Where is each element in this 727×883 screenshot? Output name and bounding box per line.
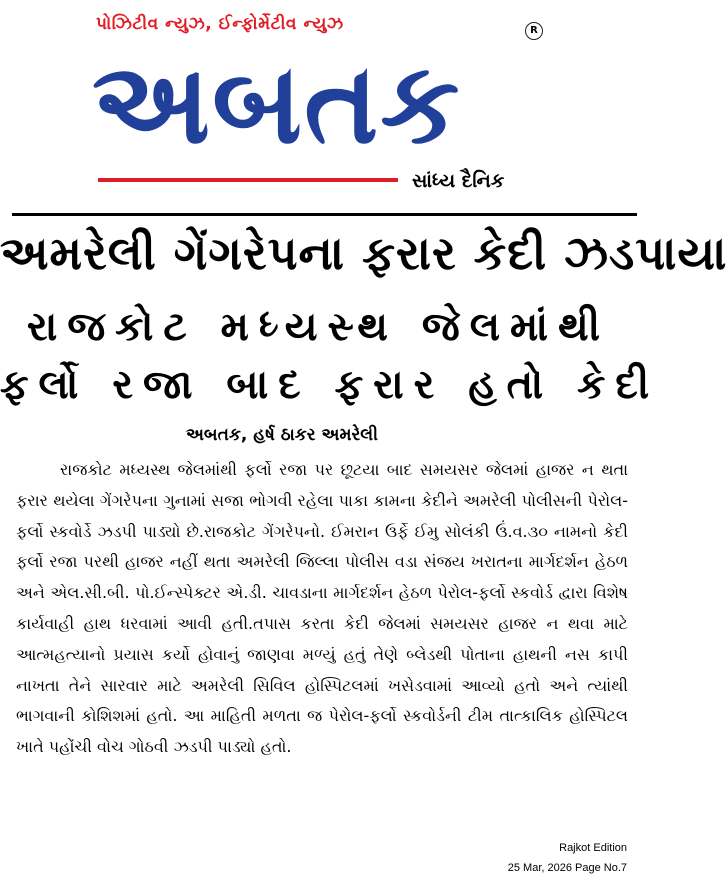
article-body: રાજકોટ મધ્યસ્થ જેલમાંથી ફર્લો રજા પર છૂટયા બાદ સમયસર જેલમાં હાજર ન થતા ફરાર થયેલા ગેંગરેપના ગુનામાં સજા ભોગવી રહેલા પાકા કામના કેદીને અમરેલી પોલીસની પેરોલ-ફર્લો સ્કવોર્ડે ઝડપી પાડ્યો છે.રાજકોટ ગેંગરેપનો. ઈમરાન ઉર્ફે ઈમુ સોલંકી ઉં.વ.૩૦ નામનો કેદી ફર્લો રજા પરથી હાજર નહીં થતા અમરેલી જિલ્લા પોલીસ વડા સંજય ખરાતના માર્ગદર્શન હેઠળ અને એલ.સી.બી. પો.ઈન્સ્પેક્ટર એ.ડી. ચાવડાના માર્ગદર્શન હેઠળ પેરોલ-ફર્લો સ્કવોર્ડ દ્વારા વિશેષ કાર્યવાહી હાથ ધરવામાં આવી હતી.તપાસ કરતા કેદી જેલમાં સમયસર હાજર ન થવા માટે આત્મહત્યાનો પ્રયાસ કર્યો હોવાનું જાણવા મળ્યું હતું તેણે બ્લેડથી પોતાના હાથની નસ કાપી નાખતા તેને સારવાર માટે અમરેલી સિવિલ હોસ્પિટલમાં ખસેડવામાં આવ્યો હતો અને ત્યાંથી ભાગવાની કોશિશમાં હતો. આ માહિતી મળતા જ પેરોલ-ફર્લો સ્કવોર્ડની ટીમ તાત્કાલિક હોસ્પિટલ ખાતે પહોંચી વોચ ગોઠવી ઝડપી પાડ્યો હતો. (16, 460, 628, 757)
newspaper-logo-title: અબતક (92, 39, 462, 169)
page-info: 25 Mar, 2026 Page No.7 (507, 862, 627, 874)
article-subheadline-1: રાજકોટ મધ્યસ્થ જેલમાંથી (26, 304, 611, 350)
article-byline: અબતક, હર્ષ ઠાકર અમરેલી (186, 425, 378, 445)
article-subheadline-2: ફર્લો રજા બાદ ફરાર હતો કેદી (0, 362, 660, 408)
edition-type-label: સાંધ્ય દૈનિક (412, 170, 505, 192)
masthead-tagline: પોઝિટીવ ન્યુઝ, ઈન્ફોર્મેટીવ ન્યુઝ (96, 14, 344, 34)
masthead-divider (12, 213, 637, 216)
edition-label: Rajkot Edition (559, 842, 627, 854)
registered-trademark-icon: R (525, 22, 543, 40)
masthead-accent-bar (98, 178, 398, 182)
article-headline: અમરેલી ગેંગરેપના ફરાર કેદી ઝડપાયા (0, 226, 727, 280)
masthead (0, 0, 637, 212)
